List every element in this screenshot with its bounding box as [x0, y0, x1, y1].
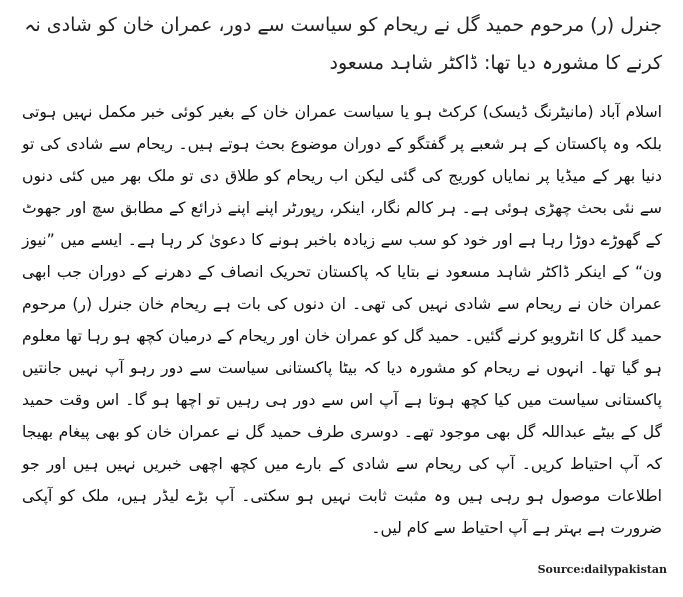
source-credit: Source:dailypakistan: [537, 563, 667, 576]
article-headline: جنرل (ر) مرحوم حمید گل نے ریحام کو سیاست سے دور، عمران خان کو شادی نہ کرنے کا مشورہ دیا تھا: ڈاکٹر شاہد مسعود: [24, 14, 662, 74]
article-body: اسلام آباد (مانیٹرنگ ڈیسک) کرکٹ ہو یا سیاست عمران خان کے بغیر کوئی خبر مکمل نہیں ہوتی بلکہ وہ پاکستان کے ہر شعبے پر گفتگو کے دوران موضوع بحث ہوتے ہیں۔ ریحام سے شادی کی تو دنیا بھر کے میڈیا پر نمایاں کوریج کی گئی لیکن اب ریحام کو طلاق دی تو ملک بھر میں کئی دنوں سے نئی بحث چھڑی ہوئی ہے۔ ہر کالم نگار، اینکر، رپورٹر اپنے اپنے ذرائع کے مطابق سچ اور جھوٹ کے گھوڑے دوڑا رہا ہے اور خود کو سب سے زیادہ باخبر ہونے کا دعویٰ کر رہا ہے۔ ایسے میں ”نیوز ون“ کے اینکر ڈاکٹر شاہد مسعود نے بتایا کہ پاکستان تحریک انصاف کے دھرنے کے دوران جب ابھی عمران خان نے ریحام سے شادی نہیں کی تھی۔ ان دنوں کی بات ہے ریحام خان جنرل (ر) مرحوم حمید گل کا انٹرویو کرنے گئیں۔ حمید گل کو عمران خان اور ریحام کے درمیان کچھ ہو رہا تھا معلوم ہو گیا تھا۔ انہوں نے ریحام کو مشورہ دیا کہ بیٹا پاکستانی سیاست سے دور رہو آپ نہیں جانتیں پاکستانی سیاست میں کیا کچھ ہوتا ہے آپ اس سے دور ہی رہیں تو اچھا ہو گا۔ اس وقت حمید گل کے بیٹے عبداللہ گل بھی موجود تھے۔ دوسری طرف حمید گل نے عمران خان کو بھی پیغام بھیجا کہ آپ احتیاط کریں۔ آپ کی ریحام سے شادی کے بارے میں کچھ اچھی خبریں نہیں ہیں اور جو اطلاعات موصول ہو رہی ہیں وہ مثبت ثابت نہیں ہو سکتی۔ آپ بڑے لیڈر ہیں، ملک کو آپکی ضرورت ہے بہتر ہے آپ احتیاط سے کام لیں۔: [22, 103, 662, 537]
news-article: [22, 6, 662, 591]
